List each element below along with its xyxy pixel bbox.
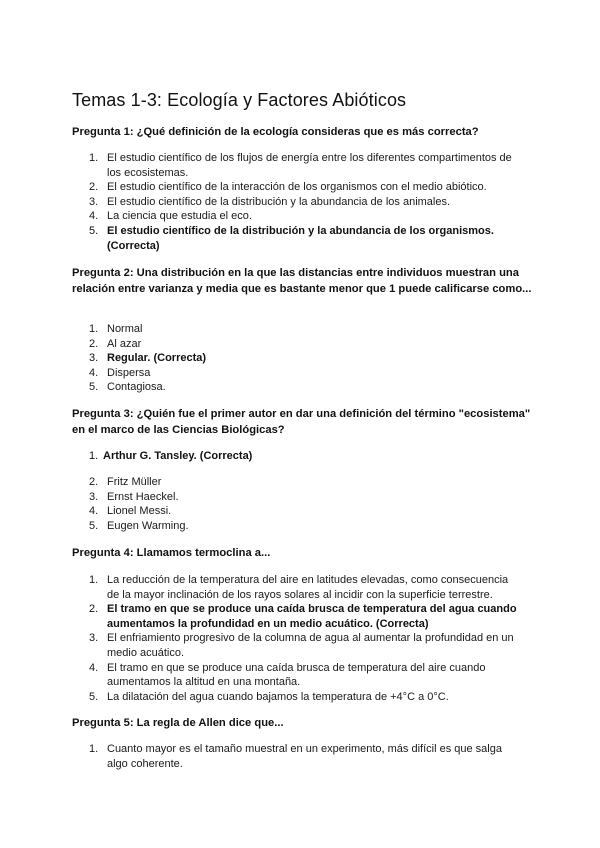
option-text: Arthur G. Tansley. (Correcta)	[103, 450, 253, 462]
option-number: 3.	[89, 352, 99, 365]
option-number: 5.	[89, 519, 99, 532]
option-list-item	[0, 504, 519, 519]
option-text: El estudio científico de los flujos de energía entre los diferentes compartimentos de los ecosistemas.	[107, 152, 512, 179]
option-text: El estudio científico de la distribución y la abundancia de los organismos. (Correcta)	[107, 224, 494, 252]
option-list-item	[0, 475, 519, 490]
option-text: Lionel Messi.	[107, 505, 172, 518]
option-number: 2.	[89, 603, 99, 616]
option-number: 4.	[89, 210, 99, 223]
option-list-item	[0, 573, 519, 602]
option-list-item-correct	[0, 351, 519, 366]
option-number: 2.	[89, 181, 99, 194]
option-list-item-correct	[0, 449, 515, 464]
question-1-options	[0, 151, 600, 253]
option-number: 1.	[89, 323, 99, 335]
option-text: La reducción de la temperatura del aire en latitudes elevadas, como consecuencia de la mayor inclinación de los rayos solares al incidir con la superficie terrestre.	[107, 574, 509, 601]
option-text: El estudio científico de la interacción de los organismos con el medio abiótico.	[107, 181, 487, 194]
option-list-item	[0, 337, 519, 352]
option-number: 4.	[89, 366, 99, 379]
option-list-item	[0, 180, 519, 195]
option-number: 1.	[89, 152, 99, 164]
option-list-item	[0, 151, 519, 180]
option-text: Fritz Müller	[107, 476, 162, 488]
question-2-options	[0, 322, 600, 395]
option-number: 1.	[89, 743, 99, 755]
option-number: 5.	[89, 690, 99, 703]
question-1: Pregunta 1: ¿Qué definición de la ecología consideras que es más correcta?	[72, 126, 479, 138]
question-2: Pregunta 2: Una distribución en la que las distancias entre individuos muestran una relación entre varianza y media que es bastante menor que 1 puede calificarse como...	[72, 267, 532, 295]
question-5: Pregunta 5: La regla de Allen dice que...	[72, 717, 284, 729]
document-title: Temas 1-3: Ecología y Factores Abióticos	[72, 90, 407, 110]
option-text: El enfriamiento progresivo de la columna de agua al aumentar la profundidad en un medio acuático.	[107, 632, 514, 659]
option-text: El estudio científico de la distribución y la abundancia de los animales.	[107, 195, 451, 208]
option-text: Dispersa	[107, 366, 151, 379]
option-list-item-correct	[0, 602, 519, 631]
option-text: Al azar	[107, 337, 142, 350]
option-text: Regular. (Correcta)	[107, 352, 207, 365]
option-list-item	[0, 690, 519, 705]
question-3: Pregunta 3: ¿Quién fue el primer autor en dar una definición del término "ecosistema" en el marco de las Ciencias Biológicas?	[72, 408, 531, 436]
option-list-item	[0, 490, 519, 505]
option-text: Normal	[107, 323, 143, 335]
option-number: 2.	[89, 476, 99, 488]
option-number: 4.	[89, 661, 99, 674]
option-list-item	[0, 209, 519, 224]
question-3-first-option	[0, 449, 600, 464]
option-number: 3.	[89, 490, 99, 503]
option-number: 1.	[89, 450, 99, 462]
option-list-item	[0, 322, 519, 337]
option-text: Ernst Haeckel.	[107, 490, 179, 503]
question-4: Pregunta 4: Llamamos termoclina a...	[72, 547, 271, 559]
option-number: 3.	[89, 195, 99, 208]
option-text: El tramo en que se produce una caída brusca de temperatura del agua cuando aumentamos la profundidad en un medio acuático. (Correcta)	[107, 603, 517, 630]
option-number: 5.	[89, 381, 99, 394]
option-number: 1.	[89, 574, 99, 586]
option-list-item	[0, 742, 519, 771]
option-text: La ciencia que estudia el eco.	[107, 210, 252, 223]
option-text: Eugen Warming.	[107, 519, 189, 532]
option-list-item	[0, 366, 519, 381]
question-5-options	[0, 742, 600, 771]
option-number: 5.	[89, 224, 99, 237]
option-number: 3.	[89, 632, 99, 645]
option-list-item	[0, 631, 519, 660]
option-list-item	[0, 195, 519, 210]
option-number: 4.	[89, 505, 99, 518]
option-number: 2.	[89, 337, 99, 350]
option-list-item	[0, 661, 519, 690]
option-text: Cuanto mayor es el tamaño muestral en un experimento, más difícil es que salga algo coherente.	[107, 743, 502, 770]
option-list-item	[0, 380, 519, 395]
question-4-options	[0, 573, 600, 704]
option-text: La dilatación del agua cuando bajamos la temperatura de +4°C a 0°C.	[107, 690, 449, 703]
option-list-item	[0, 519, 519, 534]
option-list-item-correct	[0, 224, 519, 253]
option-text: El tramo en que se produce una caída brusca de temperatura del aire cuando aumentamos la altitud en una montaña.	[107, 661, 486, 689]
option-text: Contagiosa.	[107, 381, 166, 394]
question-3-options	[0, 475, 600, 533]
